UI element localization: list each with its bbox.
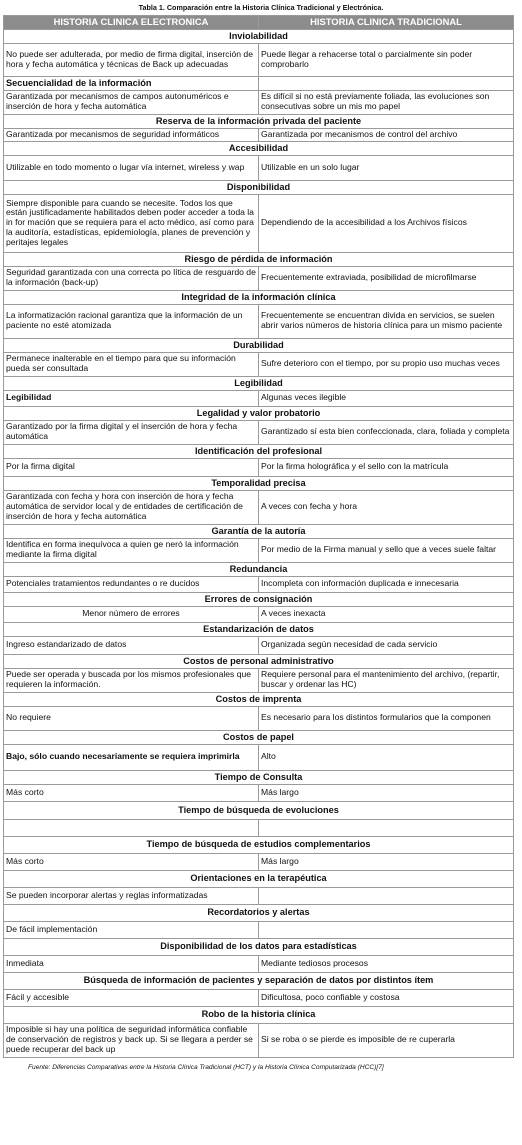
table-row [4, 921, 514, 938]
section-title: Errores de consignación [4, 592, 514, 606]
electronic-cell: Menor número de errores [4, 606, 259, 622]
section-title: Identificación del profesional [4, 444, 514, 458]
section-title: Tiempo de búsqueda de estudios complementarios [4, 836, 514, 853]
traditional-cell: Mediante tediosos procesos [259, 955, 514, 972]
traditional-cell: Organizada según necesidad de cada servicio [259, 636, 514, 654]
table-row [4, 43, 514, 76]
section-title: Recordatorios y alertas [4, 904, 514, 921]
section-title-row [4, 654, 514, 668]
section-title: Riesgo de pérdida de información [4, 252, 514, 266]
table-row [4, 458, 514, 476]
electronic-cell: Más corto [4, 853, 259, 870]
section-title: Durabilidad [4, 338, 514, 352]
table-row [4, 636, 514, 654]
section-title-row [4, 904, 514, 921]
comparison-table [3, 15, 514, 1058]
electronic-cell: Permanece inalterable en el tiempo para que su información pueda ser consultada [4, 352, 259, 376]
section-title-row [4, 622, 514, 636]
section-title: Temporalidad precisa [4, 476, 514, 490]
section-title: Costos de personal administrativo [4, 654, 514, 668]
traditional-cell: Algunas veces ilegible [259, 390, 514, 406]
section-title: Estandarización de datos [4, 622, 514, 636]
section-title-row [4, 476, 514, 490]
electronic-cell: Utilizable en todo momento o lugar vía internet, wireless y wap [4, 155, 259, 180]
section-title-row [4, 338, 514, 352]
section-title-row [4, 141, 514, 155]
section-title: Inviolabilidad [4, 29, 514, 43]
section-title-row [4, 938, 514, 955]
traditional-cell: Si se roba o se pierde es imposible de re cuperarla [259, 1023, 514, 1057]
table-row [4, 576, 514, 592]
electronic-cell: Garantizada por mecanismos de campos autonuméricos e inserción de hora y fecha automática [4, 90, 259, 114]
table-row [4, 304, 514, 338]
section-title: Secuencialidad de la información [4, 76, 259, 90]
table-source-footnote: Fuente: Diferencias Comparativas entre la Historia Clínica Tradicional (HCT) y la Historia Clínica Computarizada (HCC)[7] [28, 1063, 384, 1071]
electronic-cell: Siempre disponible para cuando se necesite. Todos los que están justificadamente habilitados deben poder acceder a toda la in for mación que se requiera para el acto médico, así como para la auditoría, estadísticas, epidemiología, planes de prevención y peritajes legales [4, 194, 259, 252]
traditional-cell: Frecuentemente extraviada, posibilidad de microfilmarse [259, 266, 514, 290]
traditional-cell: Garantizada por mecanismos de control del archivo [259, 128, 514, 141]
section-title: Legibilidad [4, 376, 514, 390]
electronic-cell: De fácil implementación [4, 921, 259, 938]
traditional-cell: Garantizado sí esta bien confeccionada, clara, foliada y completa [259, 420, 514, 444]
section-title-row [4, 290, 514, 304]
section-title: Reserva de la información privada del paciente [4, 114, 514, 128]
traditional-cell: Incompleta con información duplicada e innecesaria [259, 576, 514, 592]
section-title-row [4, 770, 514, 784]
electronic-cell: Ingreso estandarizado de datos [4, 636, 259, 654]
section-title: Garantía de la autoría [4, 524, 514, 538]
section-title-row [4, 692, 514, 706]
electronic-cell: La informatización racional garantiza que la información de un paciente no esté atomizada [4, 304, 259, 338]
traditional-cell: Alto [259, 744, 514, 770]
section-title-row [4, 252, 514, 266]
section-title-row [4, 836, 514, 853]
table-row [4, 744, 514, 770]
section-title: Robo de la historia clínica [4, 1006, 514, 1023]
traditional-cell: Frecuentemente se encuentran divida en servicios, se suelen abrir varios números de historia clínica para un mismo paciente [259, 304, 514, 338]
electronic-cell: Garantizado por la firma digital y el inserción de hora y fecha automática [4, 420, 259, 444]
table-row [4, 955, 514, 972]
table-row [4, 266, 514, 290]
electronic-cell: Inmediata [4, 955, 259, 972]
section-title: Legalidad y valor probatorio [4, 406, 514, 420]
traditional-cell: Puede llegar a rehacerse total o parcialmente sin poder comprobarlo [259, 43, 514, 76]
table-row [4, 90, 514, 114]
section-title-row [4, 801, 514, 819]
table-header-row [4, 16, 514, 30]
section-title: Integridad de la información clínica [4, 290, 514, 304]
table-row [4, 606, 514, 622]
section-title-row [4, 180, 514, 194]
table-row [4, 390, 514, 406]
traditional-cell [259, 887, 514, 904]
table-row [4, 128, 514, 141]
section-title: Disponibilidad de los datos para estadísticas [4, 938, 514, 955]
section-title: Redundancia [4, 562, 514, 576]
section-title: Disponibilidad [4, 180, 514, 194]
table-row [4, 538, 514, 562]
table-row [4, 819, 514, 836]
header-traditional: HISTORIA CLINICA TRADICIONAL [259, 16, 514, 30]
header-electronic: HISTORIA CLINICA ELECTRONICA [4, 16, 259, 30]
electronic-cell: Legibilidad [4, 390, 259, 406]
traditional-cell: A veces inexacta [259, 606, 514, 622]
table-row [4, 706, 514, 730]
traditional-cell: Sufre deterioro con el tiempo, por su propio uso muchas veces [259, 352, 514, 376]
section-title: Costos de imprenta [4, 692, 514, 706]
table-row [4, 668, 514, 692]
electronic-cell: Potenciales tratamientos redundantes o re ducidos [4, 576, 259, 592]
electronic-cell: Por la firma digital [4, 458, 259, 476]
table-row [4, 853, 514, 870]
electronic-cell [4, 819, 259, 836]
section-title: Costos de papel [4, 730, 514, 744]
traditional-cell: Utilizable en un solo lugar [259, 155, 514, 180]
electronic-cell: Garantizada por mecanismos de seguridad informáticos [4, 128, 259, 141]
section-title-row [4, 406, 514, 420]
section-title-row [4, 562, 514, 576]
table-row [4, 490, 514, 524]
traditional-cell: Dependiendo de la accesibilidad a los Archivos físicos [259, 194, 514, 252]
electronic-cell: No requiere [4, 706, 259, 730]
electronic-cell: Puede ser operada y buscada por los mismos profesionales que requieren la información. [4, 668, 259, 692]
traditional-cell [259, 819, 514, 836]
electronic-cell: Fácil y accesible [4, 989, 259, 1006]
traditional-cell: Es difícil si no está previamente foliada, las evoluciones son consecutivas sobre un mis mo papel [259, 90, 514, 114]
table-row [4, 194, 514, 252]
table-caption: Tabla 1. Comparación entre la Historia Clínica Tradicional y Electrónica. [138, 3, 384, 12]
section-title-row [4, 972, 514, 989]
section-title: Tiempo de búsqueda de evoluciones [4, 801, 514, 819]
traditional-cell: A veces con fecha y hora [259, 490, 514, 524]
electronic-cell: Identifica en forma inequívoca a quien ge neró la información mediante la firma digital [4, 538, 259, 562]
electronic-cell: Garantizada con fecha y hora con inserción de hora y fecha automática de servidor local y de entidades de certificación de inserción de hora y fecha automática [4, 490, 259, 524]
traditional-cell [259, 921, 514, 938]
section-title: Búsqueda de información de pacientes y separación de datos por distintos ítem [4, 972, 514, 989]
table-row [4, 155, 514, 180]
electronic-cell: Bajo, sólo cuando necesariamente se requiera imprimirla [4, 744, 259, 770]
traditional-cell: Es necesario para los distintos formularios que la componen [259, 706, 514, 730]
traditional-cell: Más largo [259, 853, 514, 870]
section-title: Tiempo de Consulta [4, 770, 514, 784]
section-title-row [4, 524, 514, 538]
section-title-row [4, 444, 514, 458]
electronic-cell: Imposible si hay una política de seguridad informática confiable de conservación de registros y back up. Si se llegara a perder se puede recuperar del back up [4, 1023, 259, 1057]
table-row [4, 887, 514, 904]
traditional-cell: Requiere personal para el mantenimiento del archivo, (repartir, buscar y ordenar las HC) [259, 668, 514, 692]
section-title: Orientaciones en la terapéutica [4, 870, 514, 887]
section-title-row [4, 29, 514, 43]
electronic-cell: No puede ser adulterada, por medio de firma digital, inserción de hora y fecha automática y técnicas de Back up adecuadas [4, 43, 259, 76]
section-title-row [4, 76, 514, 90]
section-title-row [4, 592, 514, 606]
section-title-row [4, 730, 514, 744]
table-row [4, 1023, 514, 1057]
traditional-cell: Dificultosa, poco confiable y costosa [259, 989, 514, 1006]
section-title: Accesibilidad [4, 141, 514, 155]
electronic-cell: Seguridad garantizada con una correcta po lítica de resguardo de la información (back-up) [4, 266, 259, 290]
traditional-cell: Por la firma holográfica y el sello con la matrícula [259, 458, 514, 476]
table-row [4, 784, 514, 801]
table-row [4, 420, 514, 444]
traditional-cell: Más largo [259, 784, 514, 801]
section-title-row [4, 1006, 514, 1023]
electronic-cell: Se pueden incorporar alertas y reglas informatizadas [4, 887, 259, 904]
empty-cell [259, 76, 514, 90]
section-title-row [4, 376, 514, 390]
section-title-row [4, 114, 514, 128]
table-row [4, 989, 514, 1006]
traditional-cell: Por medio de la Firma manual y sello que a veces suele faltar [259, 538, 514, 562]
electronic-cell: Más corto [4, 784, 259, 801]
table-row [4, 352, 514, 376]
section-title-row [4, 870, 514, 887]
